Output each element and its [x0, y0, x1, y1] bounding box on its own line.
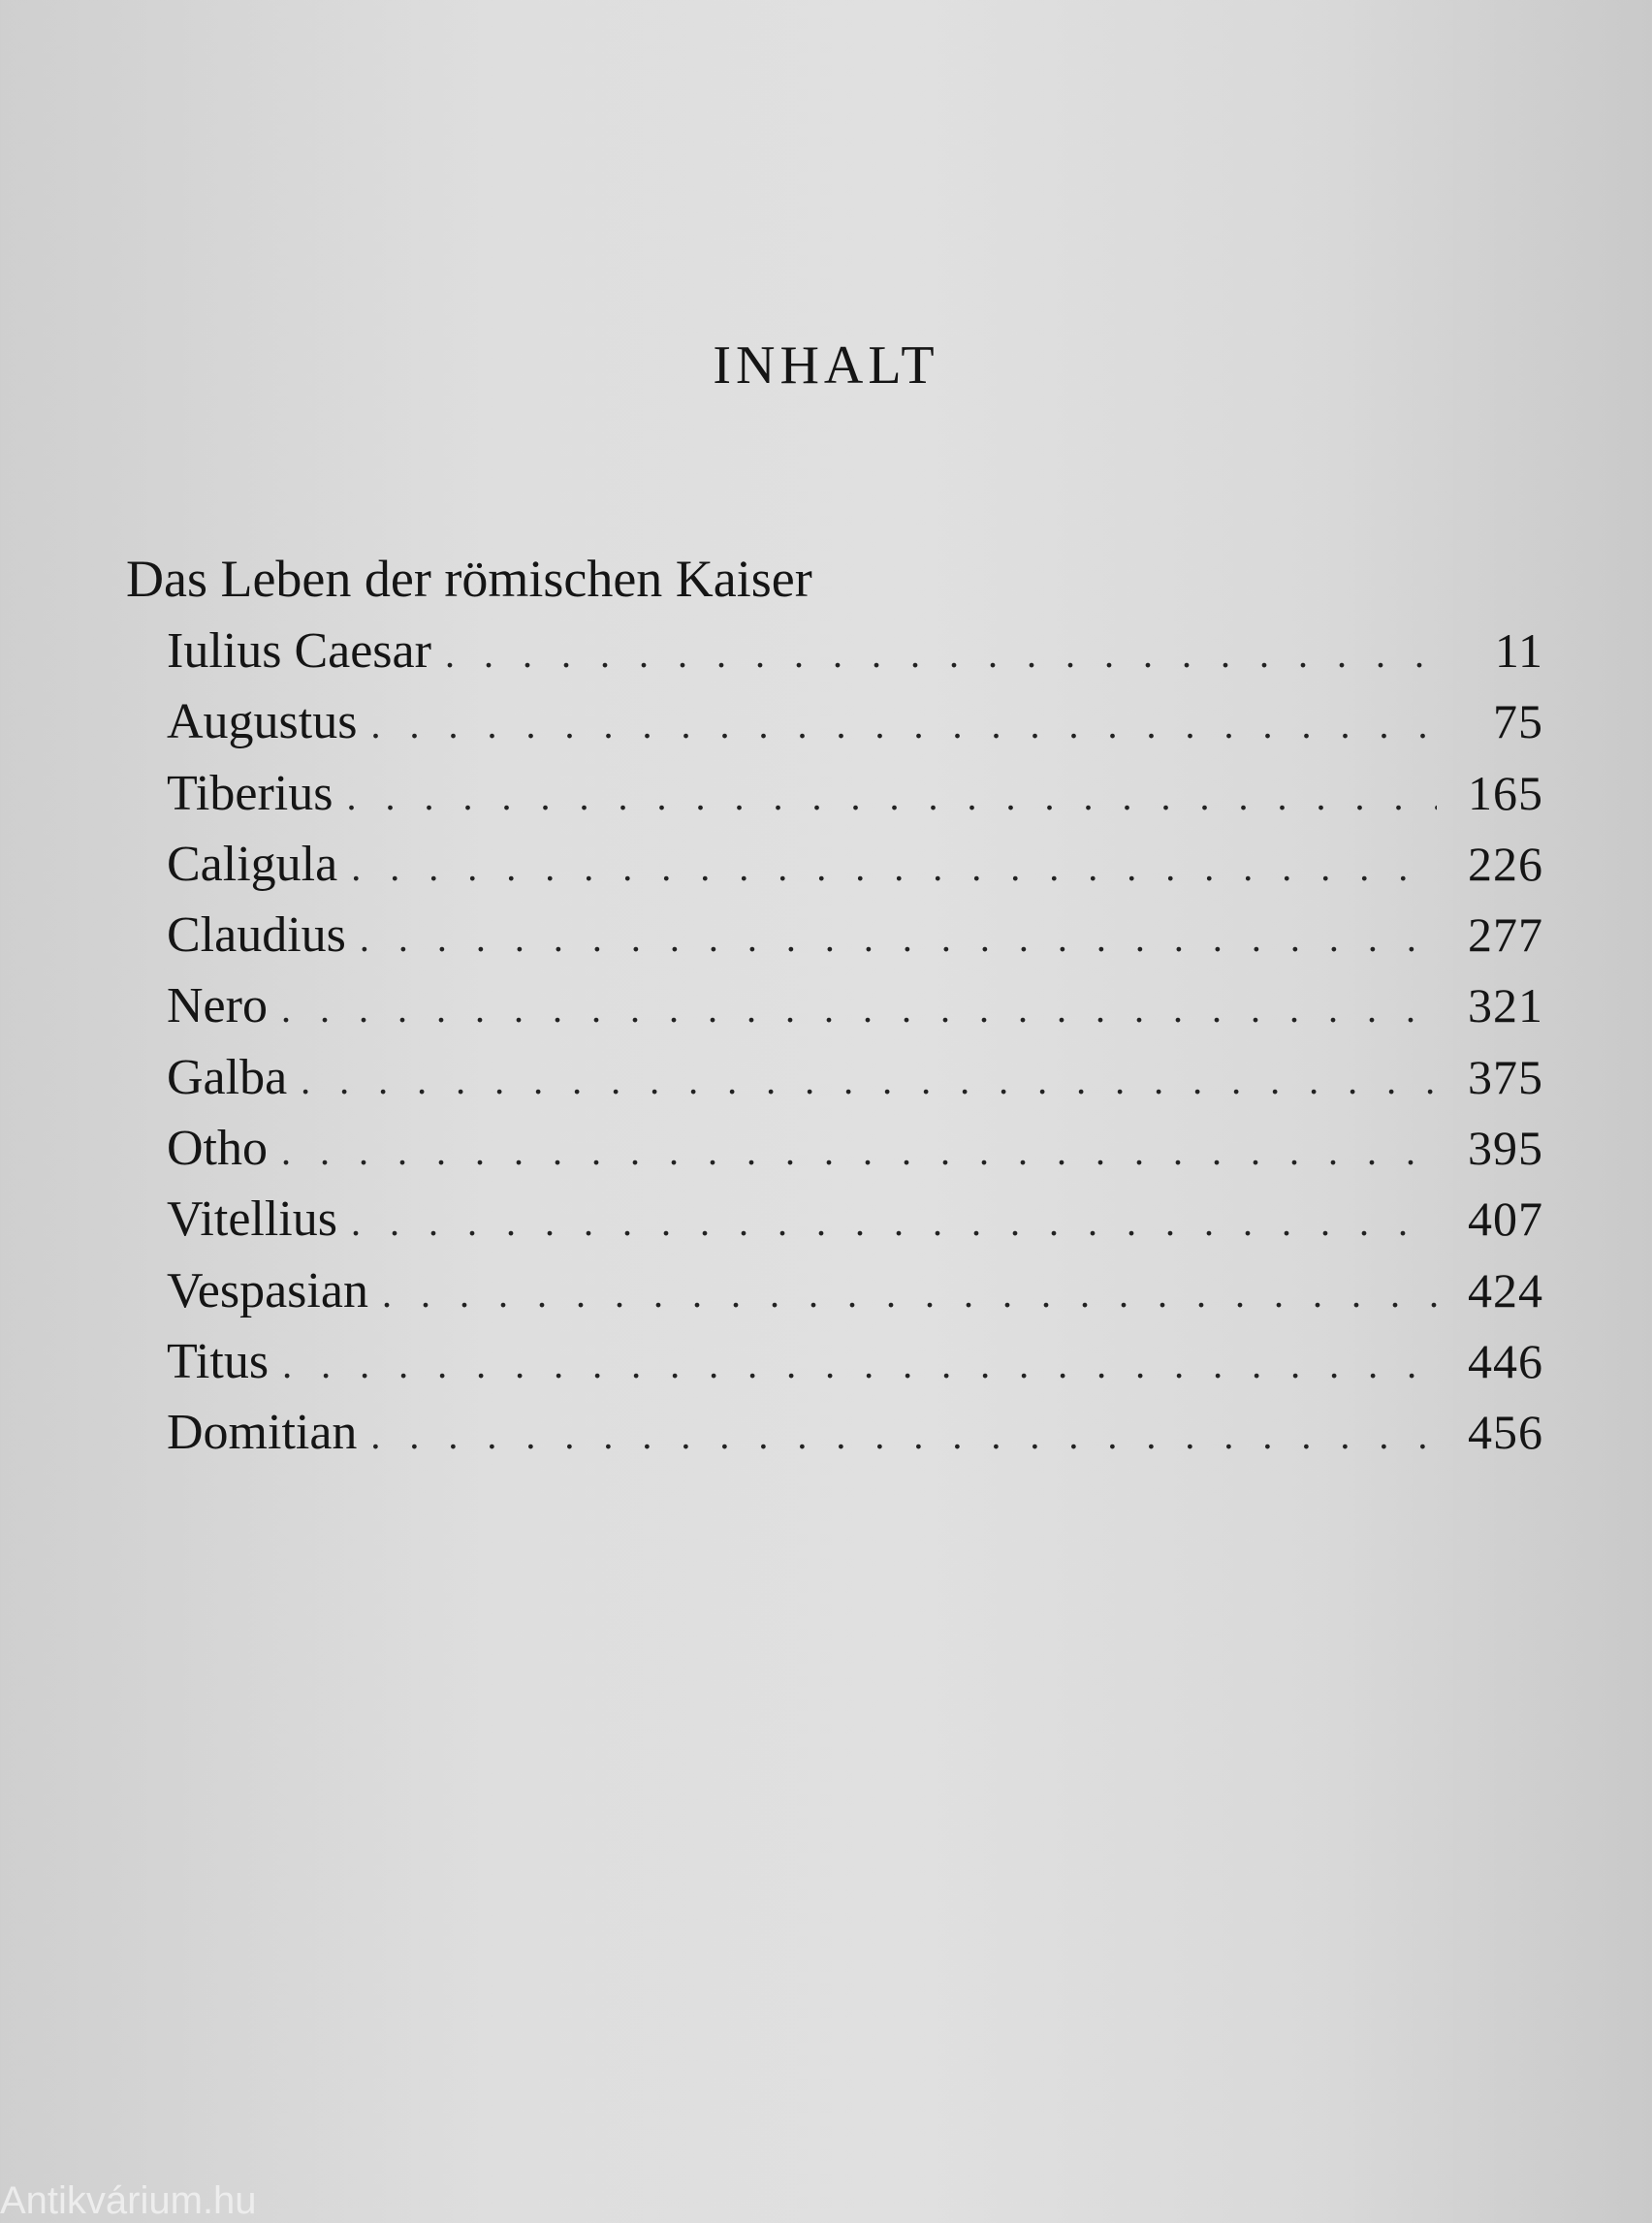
toc-entry-title: Otho: [167, 1121, 268, 1177]
toc-entry-title: Vitellius: [167, 1191, 337, 1248]
toc-entry-title: Vespasian: [167, 1262, 368, 1318]
table-of-contents: [167, 622, 1543, 1476]
toc-entry: [167, 906, 1543, 977]
toc-entry: [167, 1262, 1543, 1333]
watermark: Antikvárium.hu: [0, 2179, 257, 2222]
dot-leader: [351, 1199, 1437, 1245]
section-heading: Das Leben der römischen Kaiser: [126, 550, 812, 608]
toc-entry-title: Claudius: [167, 907, 346, 964]
dot-leader: [346, 774, 1437, 819]
dot-leader: [445, 631, 1437, 677]
dot-leader: [281, 1128, 1437, 1174]
toc-entry-page: 75: [1493, 694, 1543, 749]
toc-entry: [167, 1404, 1543, 1475]
toc-entry-page: 11: [1494, 623, 1543, 678]
toc-entry-page: 424: [1468, 1262, 1543, 1318]
toc-entry: [167, 765, 1543, 836]
dot-leader: [351, 844, 1437, 890]
toc-entry-page: 446: [1468, 1333, 1543, 1388]
toc-entry-page: 375: [1468, 1049, 1543, 1104]
toc-entry: [167, 1049, 1543, 1120]
toc-entry-title: Iulius Caesar: [167, 623, 431, 679]
toc-entry-page: 226: [1468, 836, 1543, 891]
toc-entry-page: 395: [1468, 1121, 1543, 1176]
toc-entry-title: Augustus: [167, 694, 358, 750]
toc-entry-page: 277: [1468, 907, 1543, 963]
toc-entry-title: Caligula: [167, 836, 338, 892]
page-title: INHALT: [713, 335, 939, 396]
toc-entry-title: Tiberius: [167, 765, 334, 821]
toc-entry: [167, 693, 1543, 764]
toc-entry-page: 456: [1468, 1405, 1543, 1460]
toc-entry-title: Nero: [167, 978, 268, 1034]
toc-entry-page: 407: [1468, 1191, 1543, 1247]
dot-leader: [382, 1271, 1437, 1317]
toc-entry: [167, 1191, 1543, 1261]
dot-leader: [360, 915, 1437, 961]
toc-entry: [167, 1120, 1543, 1191]
toc-entry: [167, 977, 1543, 1048]
toc-entry-page: 165: [1468, 765, 1543, 820]
dot-leader: [301, 1058, 1437, 1103]
toc-entry: [167, 1333, 1543, 1404]
dot-leader: [370, 1413, 1437, 1458]
toc-entry-title: Galba: [167, 1049, 288, 1105]
dot-leader: [370, 702, 1437, 747]
toc-entry: [167, 622, 1543, 693]
dot-leader: [281, 986, 1437, 1032]
toc-entry-page: 321: [1468, 978, 1543, 1033]
dot-leader: [282, 1342, 1437, 1387]
toc-entry: [167, 836, 1543, 906]
toc-entry-title: Titus: [167, 1333, 270, 1389]
toc-entry-title: Domitian: [167, 1405, 358, 1461]
